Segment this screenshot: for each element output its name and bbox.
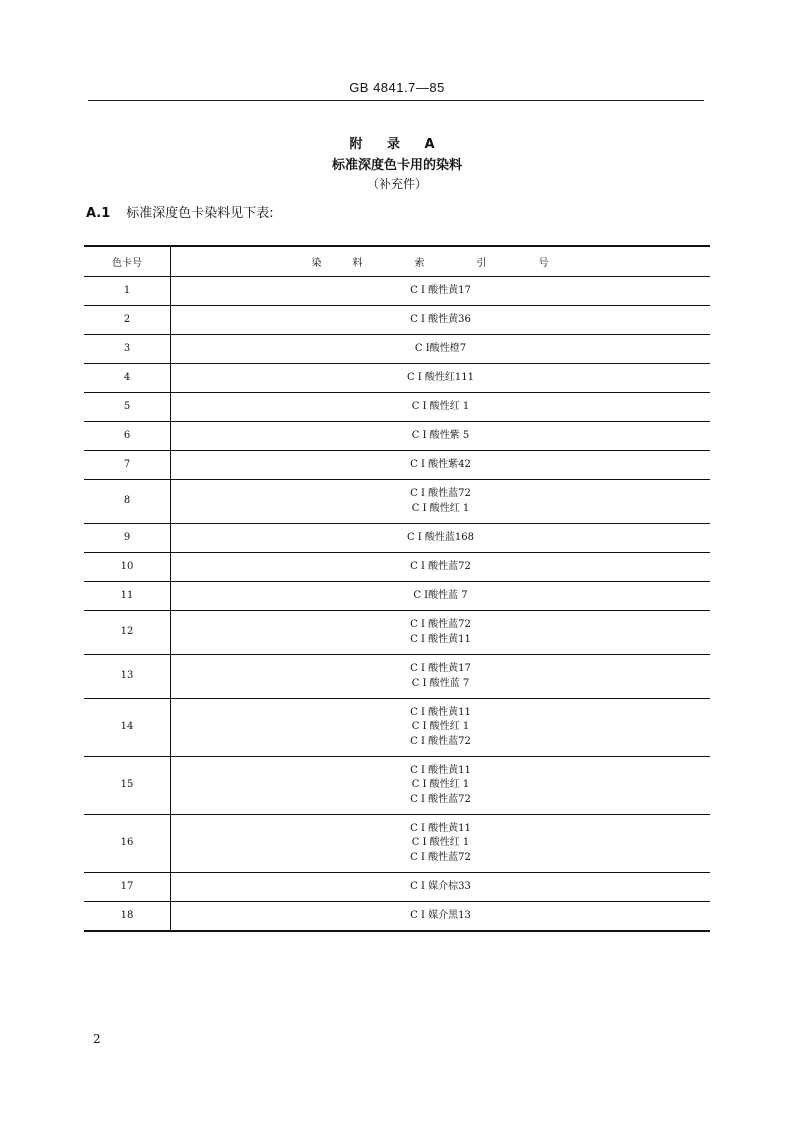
dye-name: C I 酸性蓝72	[410, 851, 471, 863]
dye-name: C I 酸性黄17	[410, 663, 471, 674]
table-row	[84, 553, 710, 582]
dye-name: C I 酸性紫 5	[411, 429, 470, 441]
dye-name: C I 酸性蓝168	[406, 531, 475, 543]
dye-index-cell	[171, 757, 711, 815]
annex-title: 附 录 A	[349, 137, 445, 152]
dye-name: C I 酸性黄11	[410, 706, 471, 718]
dye-name: C I 酸性黄36	[410, 313, 471, 325]
card-number-cell: 17	[84, 873, 171, 902]
header-rule	[88, 100, 704, 101]
dye-name: C I 酸性红111	[406, 371, 475, 383]
dye-index-cell	[171, 902, 711, 931]
header-char: 引	[476, 258, 487, 269]
dye-index-cell	[171, 364, 711, 393]
page-number: 2	[93, 1032, 101, 1046]
dye-name: C I 酸性红 1	[411, 502, 470, 514]
clause-number: A.1	[86, 206, 111, 221]
table-row	[84, 364, 710, 393]
card-number-cell: 8	[84, 480, 171, 524]
card-number-cell: 4	[84, 364, 171, 393]
table-row	[84, 611, 710, 655]
annex-subtitle: 标准深度色卡用的染料	[331, 158, 462, 173]
card-number-cell: 14	[84, 699, 171, 757]
dye-name: C I 酸性蓝72	[410, 735, 471, 747]
dye-name: C I 媒介棕33	[410, 880, 471, 892]
dye-name: C I 酸性黄11	[410, 764, 471, 776]
standard-code: GB 4841.7—85	[349, 80, 445, 95]
dye-index-cell	[171, 582, 711, 611]
header-char: 索	[414, 258, 425, 269]
dye-index-cell	[171, 699, 711, 757]
table-row	[84, 277, 710, 306]
table-row	[84, 306, 710, 335]
card-number-cell: 16	[84, 815, 171, 873]
card-number-cell: 3	[84, 335, 171, 364]
dye-name: C I 酸性蓝72	[410, 793, 471, 805]
header-char: 号	[538, 258, 549, 269]
table-row	[84, 655, 710, 699]
dye-index-cell	[171, 480, 711, 524]
dye-table	[84, 245, 710, 932]
table-row	[84, 582, 710, 611]
dye-name: C I 酸性红 1	[411, 400, 470, 412]
dye-index-cell	[171, 277, 711, 306]
dye-index-cell	[171, 524, 711, 553]
card-number-cell: 9	[84, 524, 171, 553]
dye-index-cell	[171, 655, 711, 699]
card-number-cell: 2	[84, 306, 171, 335]
table-row	[84, 335, 710, 364]
dye-name: C I 酸性蓝 7	[411, 677, 470, 689]
dye-name: C I 酸性紫42	[410, 458, 471, 470]
card-number-cell: 1	[84, 277, 171, 306]
annex-note: （补充件）	[366, 177, 427, 191]
dye-index-cell	[171, 611, 711, 655]
table-row	[84, 422, 710, 451]
dye-name: C I 酸性红 1	[411, 837, 470, 849]
table-row	[84, 873, 710, 902]
card-number-cell: 15	[84, 757, 171, 815]
dye-index-cell	[171, 306, 711, 335]
table-row	[84, 451, 710, 480]
dye-name: C I 酸性红 1	[411, 721, 470, 733]
clause-text: 标准深度色卡染料见下表:	[126, 206, 274, 221]
table-header-row	[84, 246, 710, 277]
table-row	[84, 815, 710, 873]
dye-name: C I 酸性蓝72	[410, 488, 471, 499]
card-number-cell: 11	[84, 582, 171, 611]
col-card-number-header: 色卡号	[84, 246, 171, 277]
card-number-cell: 7	[84, 451, 171, 480]
card-number-cell: 12	[84, 611, 171, 655]
header-char: 料	[352, 258, 363, 269]
table-row	[84, 393, 710, 422]
card-number-cell: 10	[84, 553, 171, 582]
table-row	[84, 757, 710, 815]
dye-name: C I 酸性黄11	[410, 822, 471, 834]
dye-name: C I 酸性红 1	[411, 779, 470, 791]
card-number-cell: 13	[84, 655, 171, 699]
dye-index-cell	[171, 873, 711, 902]
card-number-cell: 18	[84, 902, 171, 931]
table-row	[84, 699, 710, 757]
card-number-cell: 6	[84, 422, 171, 451]
dye-name: C I酸性蓝 7	[413, 589, 468, 601]
dye-name: C I 酸性蓝72	[410, 619, 471, 630]
dye-name: C I 酸性黄17	[410, 284, 471, 296]
dye-name: C I 媒介黑13	[410, 909, 471, 921]
dye-index-cell	[171, 815, 711, 873]
dye-index-cell	[171, 422, 711, 451]
clause-a1	[86, 202, 274, 221]
dye-index-cell	[171, 393, 711, 422]
col-dye-index-header	[171, 246, 711, 277]
dye-name: C I 酸性蓝72	[410, 560, 471, 572]
dye-name: C I酸性橙7	[414, 342, 467, 354]
header-char: 染	[311, 258, 322, 269]
dye-name: C I 酸性黄11	[410, 633, 471, 645]
dye-index-cell	[171, 451, 711, 480]
card-number-cell: 5	[84, 393, 171, 422]
table-row	[84, 902, 710, 931]
dye-index-cell	[171, 335, 711, 364]
dye-index-cell	[171, 553, 711, 582]
table-row	[84, 480, 710, 524]
table-row	[84, 524, 710, 553]
